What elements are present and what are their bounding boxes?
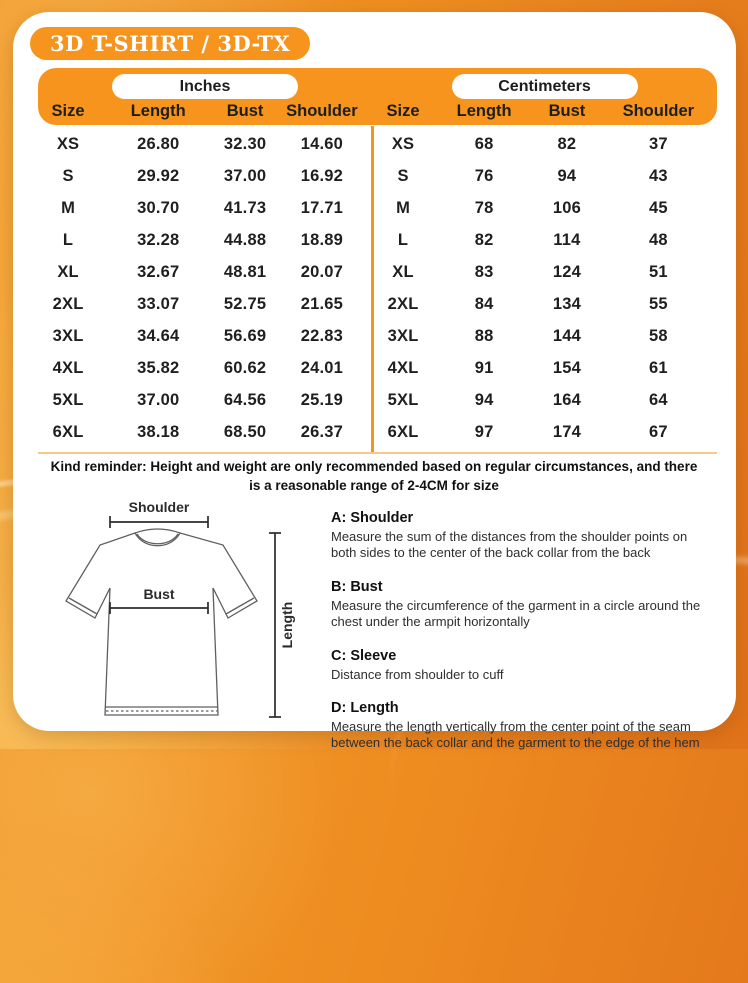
table-row — [372, 224, 717, 256]
value-cell: 25.19 — [300, 390, 344, 409]
value-cell: 88 — [474, 326, 494, 345]
value-cell: 56.69 — [223, 326, 267, 345]
column-header-length: Length — [456, 101, 512, 120]
value-cell: 174 — [552, 422, 581, 441]
value-cell: 17.71 — [300, 198, 344, 217]
value-cell: 33.07 — [137, 294, 180, 313]
value-cell: 32.67 — [137, 262, 180, 281]
size-cell: XS — [391, 134, 415, 153]
measurement-heading: C: Sleeve — [331, 647, 397, 664]
inches-header-group — [38, 68, 372, 125]
size-cell: 6XL — [52, 422, 84, 441]
value-cell: 24.01 — [300, 358, 344, 377]
value-cell: 26.80 — [137, 134, 180, 153]
measurement-guide — [331, 510, 709, 769]
table-row — [372, 192, 717, 224]
column-header-bust: Bust — [548, 101, 586, 120]
size-cell: 2XL — [387, 294, 419, 313]
measurement-block-shoulder — [331, 510, 709, 562]
tshirt-diagram-svg — [53, 498, 338, 733]
value-cell: 52.75 — [223, 294, 267, 313]
measurement-description: Measure the circumference of the garment in a circle around the chest under the armpit horizontally — [331, 597, 701, 630]
size-cell: M — [396, 198, 411, 217]
length-label: Length — [279, 601, 295, 649]
size-cell: M — [61, 198, 76, 217]
value-cell: 48 — [648, 230, 668, 249]
table-row — [372, 160, 717, 192]
inches-unit-label: Inches — [179, 77, 231, 95]
table-row — [38, 352, 372, 384]
table-header-band — [38, 68, 717, 125]
column-header-shoulder: Shoulder — [286, 101, 358, 120]
table-row — [38, 224, 372, 256]
size-cell: XL — [392, 262, 414, 281]
value-cell: 37.00 — [223, 166, 267, 185]
table-row — [38, 384, 372, 416]
value-cell: 32.28 — [137, 230, 180, 249]
kind-reminder-text: Kind reminder: Height and weight are only recommended based on regular circumstances, and there is a reasonable range of 2-4CM for size — [50, 459, 698, 493]
size-cell: 3XL — [52, 326, 84, 345]
value-cell: 94 — [557, 166, 577, 185]
value-cell: 68.50 — [223, 422, 267, 441]
value-cell: 48.81 — [223, 262, 267, 281]
value-cell: 84 — [474, 294, 494, 313]
value-cell: 45 — [648, 198, 668, 217]
inches-column-headers — [38, 99, 372, 123]
size-cell: 3XL — [387, 326, 419, 345]
value-cell: 144 — [552, 326, 581, 345]
centimeters-column-headers — [372, 99, 717, 123]
size-cell: L — [62, 230, 74, 249]
measurement-description: Measure the sum of the distances from the shoulder points on both sides to the center of the back collar from the back — [331, 529, 688, 561]
value-cell: 78 — [474, 198, 494, 217]
value-cell: 61 — [648, 358, 668, 377]
table-row — [372, 352, 717, 384]
table-row — [38, 160, 372, 192]
value-cell: 14.60 — [300, 134, 344, 153]
size-cell: 6XL — [387, 422, 419, 441]
inches-table-body — [38, 128, 372, 448]
value-cell: 22.83 — [300, 326, 344, 345]
value-cell: 82 — [557, 134, 577, 153]
tables-divider — [371, 126, 374, 452]
measurement-description: Distance from shoulder to cuff — [331, 666, 504, 682]
bust-label: Bust — [143, 586, 175, 602]
size-cell: S — [397, 166, 409, 185]
column-header-size: Size — [386, 101, 420, 120]
table-row — [372, 320, 717, 352]
size-cell: 4XL — [387, 358, 419, 377]
value-cell: 18.89 — [300, 230, 344, 249]
column-header-bust: Bust — [226, 101, 264, 120]
shoulder-arrow — [110, 516, 208, 528]
value-cell: 26.37 — [300, 422, 344, 441]
value-cell: 134 — [552, 294, 581, 313]
value-cell: 154 — [552, 358, 581, 377]
value-cell: 83 — [474, 262, 494, 281]
value-cell: 60.62 — [223, 358, 267, 377]
table-row — [38, 288, 372, 320]
table-row — [372, 288, 717, 320]
tshirt-outline — [66, 533, 257, 715]
value-cell: 124 — [552, 262, 581, 281]
table-row — [38, 256, 372, 288]
size-cell: XS — [56, 134, 80, 153]
value-cell: 67 — [648, 422, 668, 441]
value-cell: 91 — [474, 358, 494, 377]
value-cell: 41.73 — [223, 198, 267, 217]
size-cell: XL — [57, 262, 79, 281]
value-cell: 37 — [648, 134, 668, 153]
value-cell: 64.56 — [223, 390, 267, 409]
shoulder-label: Shoulder — [128, 499, 190, 515]
measurement-block-length — [331, 700, 709, 752]
centimeters-table-body — [372, 128, 717, 448]
value-cell: 20.07 — [300, 262, 344, 281]
size-cell: S — [62, 166, 74, 185]
value-cell: 94 — [474, 390, 494, 409]
measurement-block-bust — [331, 579, 709, 631]
table-row — [372, 128, 717, 160]
table-row — [372, 384, 717, 416]
size-cell: 4XL — [52, 358, 84, 377]
value-cell: 68 — [474, 134, 494, 153]
table-row — [38, 128, 372, 160]
column-header-size: Size — [51, 101, 85, 120]
value-cell: 55 — [648, 294, 668, 313]
measurement-heading: B: Bust — [331, 578, 383, 595]
value-cell: 21.65 — [300, 294, 344, 313]
value-cell: 82 — [474, 230, 494, 249]
value-cell: 164 — [552, 390, 581, 409]
centimeters-unit-pill — [452, 74, 638, 99]
value-cell: 37.00 — [137, 390, 180, 409]
value-cell: 51 — [648, 262, 668, 281]
section-separator — [38, 452, 717, 454]
measurement-heading: D: Length — [331, 699, 399, 716]
value-cell: 38.18 — [137, 422, 180, 441]
value-cell: 97 — [474, 422, 494, 441]
product-title-pill — [30, 27, 310, 60]
column-header-length: Length — [130, 101, 186, 120]
value-cell: 43 — [648, 166, 668, 185]
table-row — [38, 320, 372, 352]
value-cell: 30.70 — [137, 198, 180, 217]
size-cell: 5XL — [52, 390, 84, 409]
measurement-heading: A: Shoulder — [331, 510, 414, 526]
column-header-shoulder: Shoulder — [622, 101, 695, 120]
inches-unit-pill — [112, 74, 298, 99]
value-cell: 34.64 — [137, 326, 180, 345]
table-row — [38, 416, 372, 448]
size-cell: 2XL — [52, 294, 84, 313]
value-cell: 16.92 — [300, 166, 344, 185]
value-cell: 58 — [648, 326, 668, 345]
product-title: 3D T-SHIRT / 3D-TX — [50, 31, 291, 56]
table-row — [372, 256, 717, 288]
table-row — [38, 192, 372, 224]
value-cell: 32.30 — [223, 134, 267, 153]
value-cell: 76 — [474, 166, 494, 185]
value-cell: 114 — [553, 230, 581, 249]
size-cell: L — [397, 230, 409, 249]
value-cell: 35.82 — [137, 358, 180, 377]
value-cell: 106 — [552, 198, 581, 217]
size-cell: 5XL — [387, 390, 419, 409]
value-cell: 44.88 — [223, 230, 267, 249]
centimeters-header-group — [372, 68, 717, 125]
tshirt-measurement-diagram — [53, 498, 338, 733]
tables-body — [38, 128, 717, 448]
centimeters-unit-label: Centimeters — [498, 77, 591, 95]
size-chart-card — [13, 12, 736, 751]
measurement-block-sleeve — [331, 648, 709, 683]
value-cell: 64 — [648, 390, 668, 409]
bust-arrow — [110, 602, 208, 614]
measurement-description: Measure the length vertically from the center point of the seam between the back collar and the garment to the edge of the hem — [331, 718, 700, 751]
table-row — [372, 416, 717, 448]
value-cell: 29.92 — [137, 166, 180, 185]
